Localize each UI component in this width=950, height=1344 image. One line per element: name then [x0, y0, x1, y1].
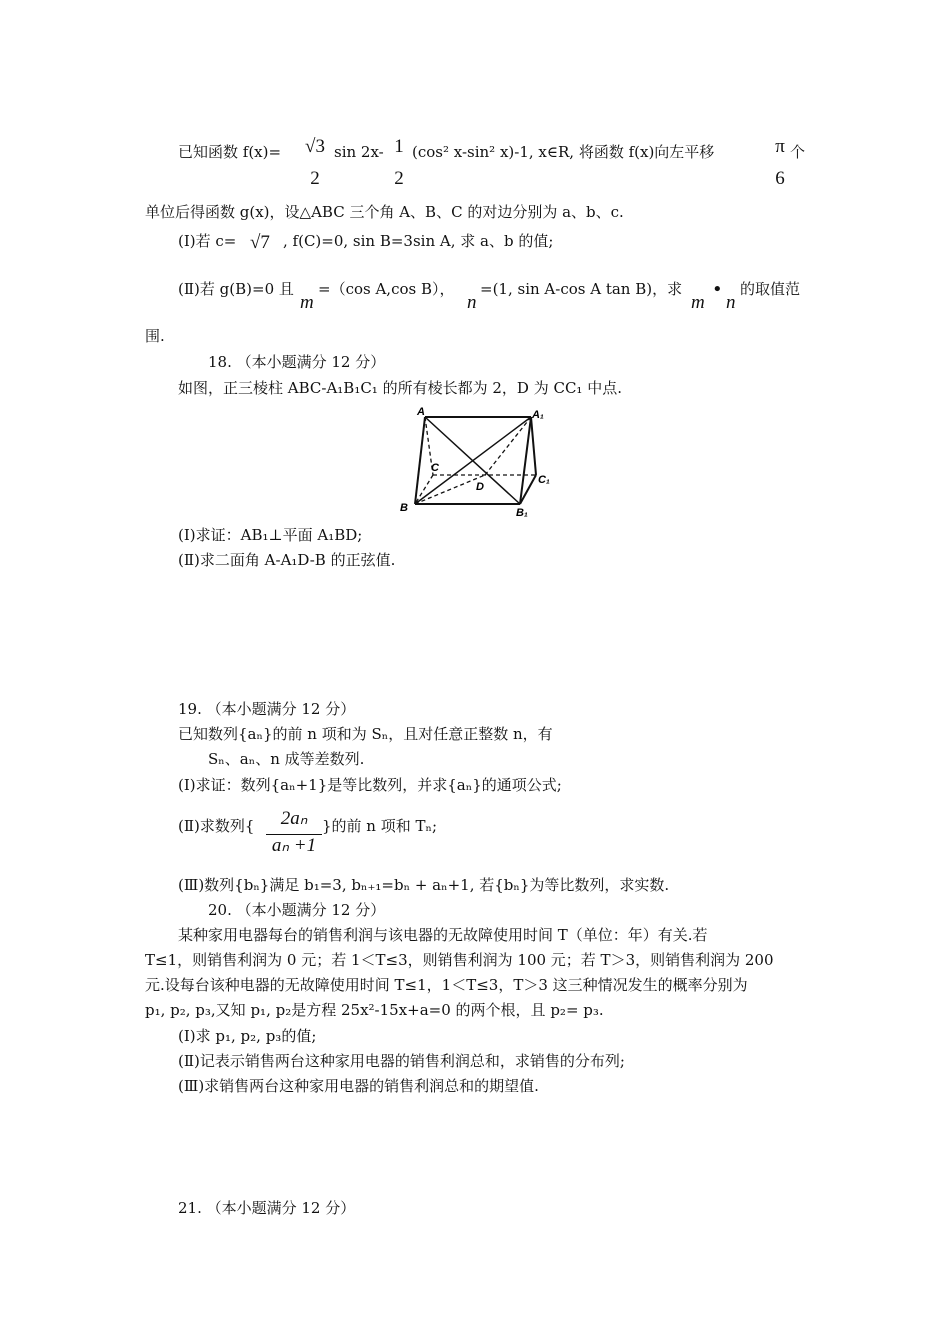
- q19-part-iii: (Ⅲ)数列{bₙ}满足 b₁=3, bₙ₊₁=bₙ + aₙ+1, 若{bₙ}为等比数列，求实数.: [178, 876, 670, 894]
- dot-operator: •: [712, 279, 723, 300]
- frac-numerator: 2aₙ: [280, 808, 308, 829]
- q21-heading: 21. （本小题满分 12 分）: [178, 1199, 356, 1217]
- frac-numerator: 1: [394, 136, 404, 157]
- q17-i-text-b: , f(C)=0, sin B=3sin A, 求 a、b 的值;: [283, 232, 554, 250]
- vector-n: n: [467, 292, 477, 313]
- segment-B-D: [415, 475, 485, 504]
- q17-text-a: 已知函数 f(x)=: [178, 143, 282, 161]
- q19-heading: 19. （本小题满分 12 分）: [178, 700, 356, 718]
- label-D: D: [476, 481, 484, 493]
- q20-part-ii: (Ⅱ)记表示销售两台这种家用电器的销售利润总和，求销售的分布列;: [178, 1052, 625, 1070]
- q20-heading: 20. （本小题满分 12 分）: [208, 901, 386, 919]
- vector-m: m: [691, 292, 705, 313]
- q19-ii-text-b: }的前 n 项和 Tₙ;: [322, 817, 438, 835]
- frac-denominator: aₙ +1: [266, 834, 322, 857]
- q17-line2: 单位后得函数 g(x)，设△ABC 三个角 A、B、C 的对边分别为 a、b、c.: [145, 203, 624, 221]
- vector-n: n: [726, 292, 736, 313]
- q19-line2: Sₙ、aₙ、n 成等差数列.: [208, 750, 365, 768]
- q20-part-iii: (Ⅲ)求销售两台这种家用电器的销售利润总和的期望值.: [178, 1077, 539, 1095]
- q17-line5: 围.: [145, 327, 165, 345]
- q17-ii-text-a: (Ⅱ)若 g(B)=0 且: [178, 280, 294, 298]
- vector-m: m: [300, 292, 314, 313]
- q20-line3: 元.设每台该种电器的无故障使用时间 T≤1，1＜T≤3，T＞3 这三种情况发生的概率分别为: [145, 976, 748, 994]
- q17-frac-pi-over-6: [772, 136, 788, 190]
- q17-i-text-a: (Ⅰ)若 c=: [178, 232, 237, 250]
- q19-ii-text-a: (Ⅱ)求数列{: [178, 817, 255, 835]
- frac-numerator: √3: [305, 136, 325, 157]
- q18-part-ii: (Ⅱ)求二面角 A-A₁D-B 的正弦值.: [178, 551, 396, 569]
- prism-figure: [395, 403, 560, 518]
- q17-text-b: sin 2x-: [334, 143, 384, 161]
- q17-frac-1-over-2: [390, 136, 408, 190]
- edge-A-B: [415, 417, 425, 504]
- frac-denominator: 6: [775, 168, 785, 189]
- label-C1: C₁: [538, 474, 550, 486]
- q20-part-i: (Ⅰ)求 p₁, p₂, p₃的值;: [178, 1027, 317, 1045]
- frac-numerator: π: [775, 136, 785, 157]
- segment-A1-B: [415, 417, 531, 504]
- q20-line2: T≤1，则销售利润为 0 元；若 1＜T≤3，则销售利润为 100 元；若 T＞3，则销售利润为 200: [145, 951, 774, 969]
- q20-line1: 某种家用电器每台的销售利润与该电器的无故障使用时间 T（单位：年）有关.若: [178, 926, 708, 944]
- label-B1: B₁: [516, 507, 528, 518]
- q18-part-i: (Ⅰ)求证：AB₁⊥平面 A₁BD;: [178, 526, 363, 544]
- q18-body: 如图，正三棱柱 ABC-A₁B₁C₁ 的所有棱长都为 2，D 为 CC₁ 中点.: [178, 379, 622, 397]
- frac-denominator: 2: [310, 168, 320, 189]
- q19-part-i: (Ⅰ)求证：数列{aₙ+1}是等比数列，并求{aₙ}的通项公式;: [178, 776, 562, 794]
- edge-A1-C1: [531, 417, 536, 475]
- q17-text-d: 个: [790, 143, 806, 161]
- q19-line1: 已知数列{aₙ}的前 n 项和为 Sₙ，且对任意正整数 n，有: [178, 725, 553, 743]
- frac-denominator: 2: [394, 168, 404, 189]
- q17-frac-sqrt3-over-2: [300, 136, 330, 190]
- q17-ii-text-c: =(1, sin A-cos A tan B)，求: [480, 280, 683, 298]
- label-A1: A₁: [532, 409, 544, 421]
- q17-ii-text-b: =（cos A,cos B），: [318, 280, 455, 298]
- q17-sqrt7: √7: [250, 232, 270, 253]
- label-B: B: [400, 502, 408, 514]
- q18-heading: 18. （本小题满分 12 分）: [208, 353, 386, 371]
- label-C: C: [431, 462, 439, 474]
- q17-ii-text-d: 的取值范: [740, 280, 801, 298]
- q19-fraction: [266, 808, 322, 857]
- label-A: A: [417, 406, 425, 418]
- edge-A1-B1: [520, 417, 531, 504]
- q20-line4: p₁, p₂, p₃,又知 p₁, p₂是方程 25x²-15x+a=0 的两个根，且 p₂= p₃.: [145, 1001, 604, 1019]
- q17-text-c: (cos² x-sin² x)-1, x∈R, 将函数 f(x)向左平移: [412, 143, 715, 161]
